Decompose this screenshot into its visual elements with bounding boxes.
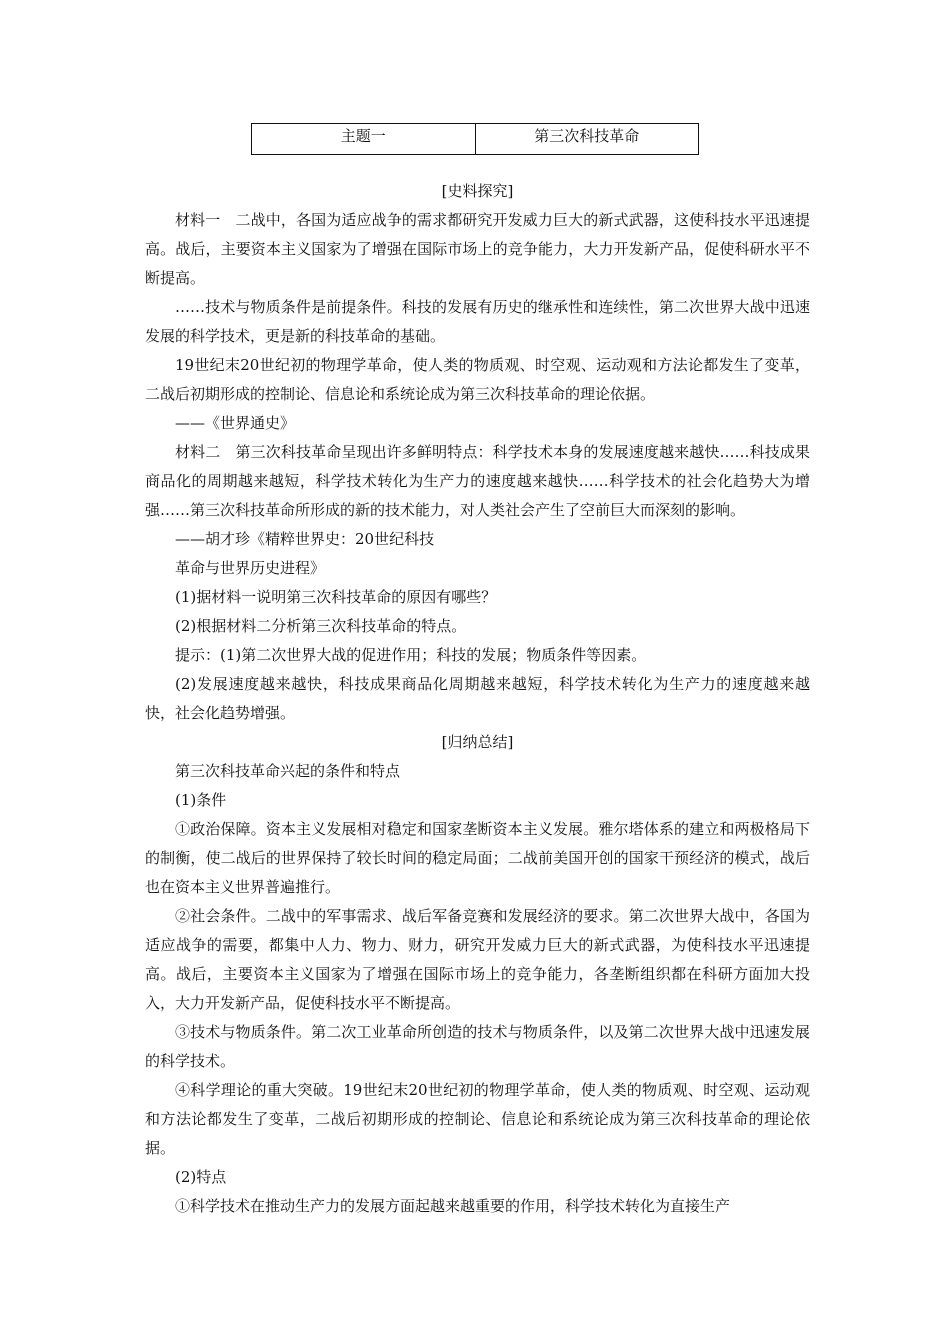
material-one-paragraph-2: ……技术与物质条件是前提条件。科技的发展有历史的继承性和连续性，第二次世界大战中迅速发展的科学技术，更是新的科技革命的基础。 xyxy=(145,298,810,345)
document-body xyxy=(145,177,810,1221)
material-one-paragraph-3: 19世纪末20世纪初的物理学革命，使人类的物质观、时空观、运动观和方法论都发生了变革，二战后初期形成的控制论、信息论和系统论成为第三次科技革命的理论依据。 xyxy=(145,356,810,403)
features-heading: (2)特点 xyxy=(175,1168,227,1186)
condition-political: ①政治保障。资本主义发展相对稳定和国家垄断资本主义发展。雅尔塔体系的建立和两极格局下的制衡，使二战后的世界保持了较长时间的稳定局面；二战前美国开创的国家干预经济的模式，战后也在资本主义世界普遍推行。 xyxy=(145,820,810,896)
material-two-paragraph: 材料二 第三次科技革命呈现出许多鲜明特点：科学技术本身的发展速度越来越快……科技成果商品化的周期越来越短，科学技术转化为生产力的速度越来越快……科学技术的社会化趋势大为增强……第三次科技革命所形成的新的技术能力，对人类社会产生了空前巨大而深刻的影响。 xyxy=(145,443,810,519)
summary-heading: 第三次科技革命兴起的条件和特点 xyxy=(175,762,401,780)
question-one: (1)据材料一说明第三次科技革命的原因有哪些？ xyxy=(175,588,497,606)
section-title-summary: [归纳总结] xyxy=(441,733,514,751)
hint-answer-one: 提示：(1)第二次世界大战的促进作用；科技的发展；物质条件等因素。 xyxy=(175,646,647,664)
source-citation-2: ——胡才珍《精粹世界史：20世纪科技 xyxy=(175,530,435,548)
condition-theory: ④科学理论的重大突破。19世纪末20世纪初的物理学革命，使人类的物质观、时空观、运动观和方法论都发生了变革，二战后初期形成的控制论、信息论和系统论成为第三次科技革命的理论依据。 xyxy=(145,1081,810,1157)
source-citation: ——《世界通史》 xyxy=(175,414,296,432)
conditions-heading: (1)条件 xyxy=(175,791,227,809)
hint-answer-two: (2)发展速度越来越快，科技成果商品化周期越来越短，科学技术转化为生产力的速度越来越快，社会化趋势增强。 xyxy=(145,675,810,722)
source-citation-2-cont: 革命与世界历史进程》 xyxy=(175,559,326,577)
condition-technical: ③技术与物质条件。第二次工业革命所创造的技术与物质条件，以及第二次世界大战中迅速发展的科学技术。 xyxy=(145,1023,810,1070)
section-title-historical-exploration: [史料探究] xyxy=(441,182,514,200)
topic-header-table xyxy=(251,123,699,155)
material-one-paragraph: 材料一 二战中，各国为适应战争的需求都研究开发威力巨大的新式武器，这使科技水平迅速提高。战后，主要资本主义国家为了增强在国际市场上的竞争能力，大力开发新产品，促使科研水平不断提高。 xyxy=(145,211,810,287)
question-two: (2)根据材料二分析第三次科技革命的特点。 xyxy=(175,617,467,635)
topic-title-cell: 第三次科技革命 xyxy=(534,127,640,145)
condition-social: ②社会条件。二战中的军事需求、战后军备竞赛和发展经济的要求。第二次世界大战中，各国为适应战争的需要，都集中人力、物力、财力，研究开发威力巨大的新式武器，为使科技水平迅速提高。战后，主要资本主义国家为了增强在国际市场上的竞争能力，各垄断组织都在科研方面加大投入，大力开发新产品，促使科技水平不断提高。 xyxy=(145,907,810,1012)
topic-number-cell: 主题一 xyxy=(252,124,476,154)
feature-one: ①科学技术在推动生产力的发展方面起越来越重要的作用，科学技术转化为直接生产 xyxy=(175,1197,731,1215)
